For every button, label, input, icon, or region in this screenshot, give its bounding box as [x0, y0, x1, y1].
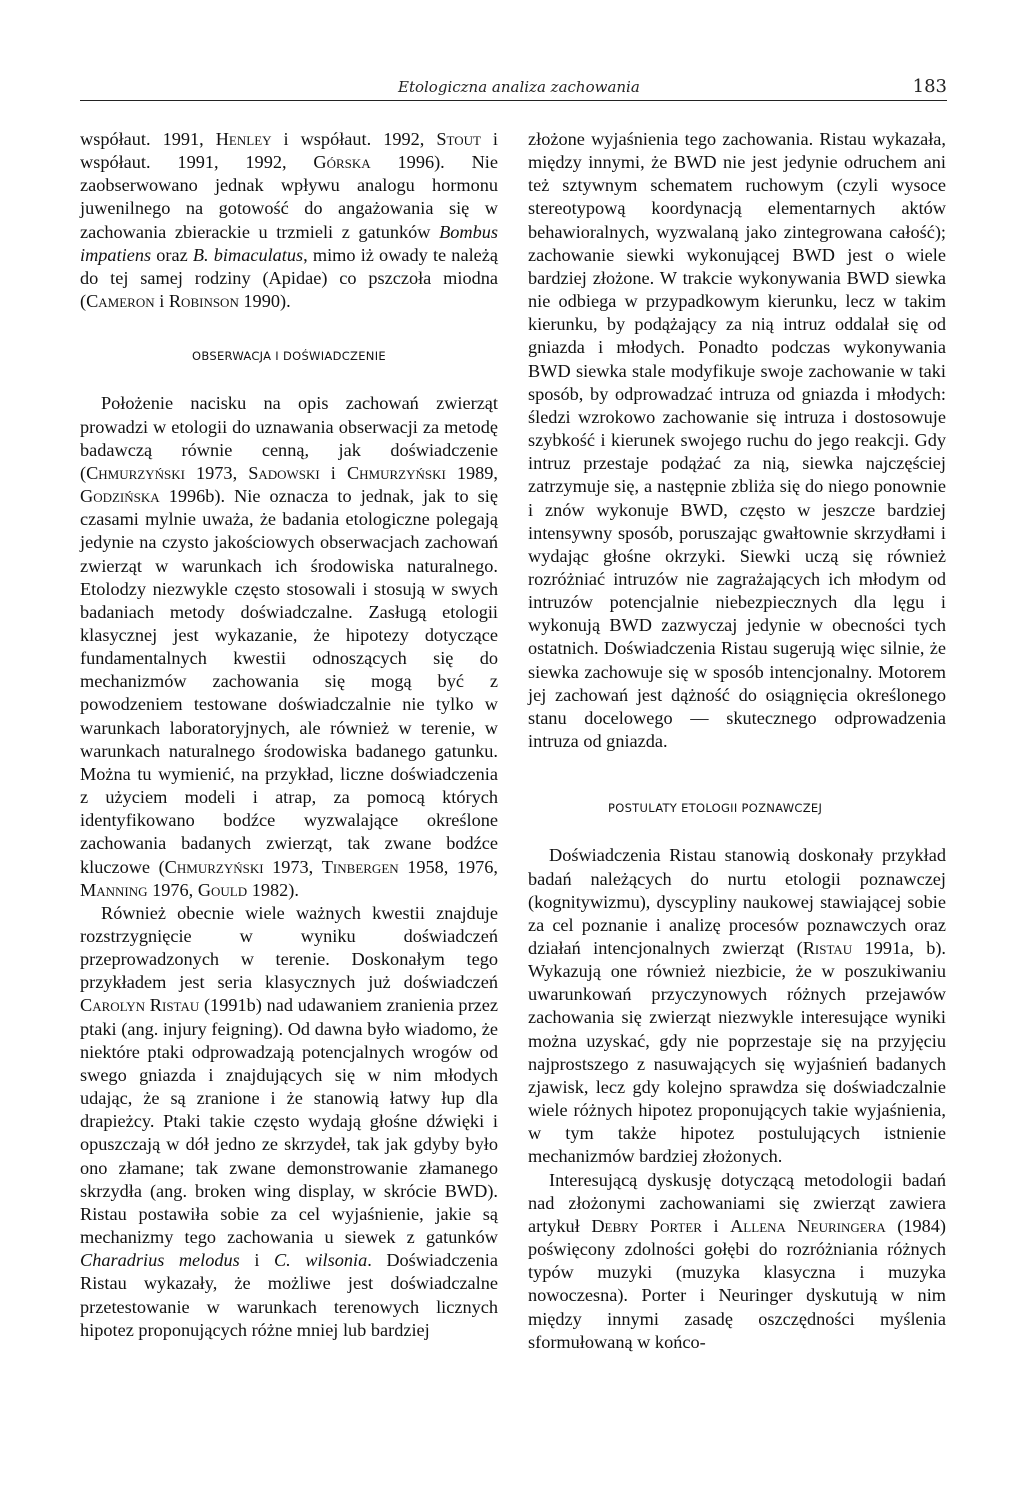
author-name: Debry Porter: [591, 1215, 702, 1236]
left-column: [80, 128, 498, 1342]
running-title: Etologiczna analiza zachowania: [398, 78, 640, 96]
paragraph: złożone wyjaśnienia tego zachowania. Ristau wykazała, między innymi, że BWD nie jest jedynie odruchem ani też sztywnym schematem ruchowym (czyli wysoce stereotypową koordynacją elementarnych aktów behawioralnych, wyzwalaną jako zintegrowana całość); zachowanie siewki wykonującej BWD jest o wiele bardziej złożone. W trakcie wykonywania BWD siewka nie odbiega w przypadkowym kierunku, lecz w takim kierunku, by podążający za nią intruz oddalał się od gniazda i młodych. Ponadto podczas wykonywania BWD siewka stale modyfikuje swoje zachowanie w taki sposób, by odprowadzać intruza od gniazda i młodych: śledzi wzrokowo zachowanie się intruza i dostosowuje szybkość i kierunek swojego ruchu do jego reakcji. Gdy intruz przestaje podążać za nią, siewka najczęściej zatrzymuje się, a następnie zbliża się do niego ponownie i znów wykonuje BWD, często w jeszcze bardziej intensywny sposób, poruszając gwałtownie skrzydłami i wydając głośne okrzyki. Siewki uczą się również rozróżniać intruzów nie zagrażających ich młodym od intruzów potencjalnie niebezpiecznych dla lęgu i wykonują BWD zazwyczaj jedynie w obecności tych ostatnich. Doświadczenia Ristau sugerują więc silnie, że siewka zachowuje się w sposób intencjonalny. Motorem jej zachowań jest dążność do osiągnięcia określonego stanu docelowego — skutecznego odprowadzenia intruza od gniazda.: [528, 129, 946, 752]
section-heading: OBSERWACJA I DOŚWIADCZENIE: [192, 349, 386, 364]
author-name: Tinbergen: [321, 856, 399, 877]
author-name: Chmurzyński: [164, 856, 264, 877]
author-name: Gould: [197, 879, 248, 900]
paragraph: współaut. 1991, Henley i współaut. 1992, Stout i współaut. 1991, 1992, Górska 1996). Nie zaobserwowano jednak wpływu analogu hormonu juwenilnego na gotowość do angażowania się w zachowania zbierackie u trzmieli z gatunków Bombus impatiens oraz B. bimaculatus, mimo iż owady te należą do tej samej rodziny (Apidae) co pszczoła miodna (Cameron i Robinson 1990).: [80, 129, 499, 312]
author-name: Ristau: [802, 938, 853, 958]
paragraph: Doświadczenia Ristau stanowią doskonały przykład badań należących do nurtu etologii poznawczej (kognitywizmu), dyscypliny naukowej stawiającej sobie za cel poznanie i analizę procesów poznawczych oraz działań intencjonalnych zwierząt (Ristau 1991a, b). Wykazują one również niezbicie, że w poszukiwaniu uwarunkowań przyczynowych różnych przejawów zachowania się zwierząt niezwykle interesujące wyniki można uzyskać, gdy nie poprzestaje się na przyjęciu najprostszego z nasuwających się wyjaśnień badanych zjawisk, lecz gdy kolejno sprawdza się doświadczalnie wiele różnych hipotez proponujących takie wyjaśnienia, w tym także hipotez postulujących istnienie mechanizmów bardziej złożonych.: [528, 845, 946, 1167]
section-heading: POSTULATY ETOLOGII POZNAWCZEJ: [608, 801, 823, 816]
paragraph: Również obecnie wiele ważnych kwestii znajduje rozstrzygnięcie w wyniku doświadczeń przeprowadzonych w terenie. Doskonałym tego przykładem jest seria klasycznych już doświadczeń Carolyn Ristau (1991b) nad udawaniem zranienia przez ptaki (ang. injury feigning). Od dawna było wiadomo, że niektóre ptaki odprowadzają potencjalnych wrogów od swego gniazda i znajdujących się w nim młodych udając, że są zranione i że stanowią łatwy łup dla drapieżcy. Ptaki takie często wydają głośne dźwięki i opuszczają w dół jedno ze skrzydeł, tak jak gdyby było ono złamane; tak zwane demonstrowanie złamanego skrzydła (ang. broken wing display, w skrócie BWD). Ristau postawiła sobie za cel wyjaśnienie, jakie są mechanizmy tego zachowania u siewek z gatunków Charadrius melodus i C. wilsonia. Doświadczenia Ristau wykazały, że możliwe jest doświadczalne przetestowanie w warunkach terenowych licznych hipotez proponujących różne mniej lub bardziej: [80, 902, 498, 1340]
running-header: [80, 76, 947, 101]
author-name: Górska: [313, 152, 371, 173]
author-name: Allena Neuringera: [730, 1215, 886, 1236]
author-name: Sadowski: [248, 462, 320, 483]
author-name: Manning: [80, 879, 148, 900]
author-name: Chmurzyński: [86, 462, 185, 483]
author-name: Robinson: [168, 291, 239, 312]
author-name: Henley: [215, 129, 272, 149]
author-name: Carolyn Ristau: [80, 995, 200, 1016]
species-name: B. bimaculatus: [192, 244, 304, 265]
species-name: Bombus impatiens: [80, 221, 498, 265]
page-number: 183: [912, 76, 947, 97]
author-name: Godzińska: [80, 486, 160, 507]
author-name: Stout: [436, 129, 481, 149]
paragraph: Położenie nacisku na opis zachowań zwierząt prowadzi w etologii do uznawania obserwacji za metodę badawczą równie cenną, jak doświadczenie (Chmurzyński 1973, Sadowski i Chmurzyński 1989, Godzińska 1996b). Nie oznacza to jednak, jak to się czasami mylnie uważa, że badania etologiczne polegają jedynie na czysto jakościowych obserwacjach zachowań zwierząt w warunkach ich środowiska naturalnego. Etolodzy niezwykle często stosowali i stosują w swych badaniach metody doświadczalne. Zasługą etologii klasycznej jest wykazanie, że hipotezy dotyczące fundamentalnych kwestii odnoszących się do mechanizmów zachowania się mogą być z powodzeniem testowane doświadczalnie nie tylko w warunkach laboratoryjnych, ale również w terenie, w warunkach naturalnego środowiska badanego gatunku. Można tu wymienić, na przykład, liczne doświadczenia z użyciem modeli i atrap, za pomocą których identyfikowano bodźce wyzwalające określone zachowania badanych zwierząt, tak zwane bodźce kluczowe (Chmurzyński 1973, Tinbergen 1958, 1976, Manning 1976, Gould 1982).: [80, 393, 498, 900]
species-name: Charadrius melodus: [80, 1250, 240, 1271]
paragraph: Interesującą dyskusję dotyczącą metodologii badań nad złożonymi zachowaniami się zwierząt zawiera artykuł Debry Porter i Allena Neuringera (1984) poświęcony zdolności gołębi do rozróżniania różnych typów muzyki (muzyka klasyczna i muzyka nowoczesna). Porter i Neuringer dyskutują w nim między innymi zasadę oszczędności myślenia sformułowaną w końco-: [528, 1169, 946, 1352]
author-name: Cameron: [86, 291, 155, 312]
right-column: [528, 128, 946, 1354]
species-name: C. wilsonia: [273, 1250, 368, 1271]
author-name: Chmurzyński: [346, 462, 446, 483]
